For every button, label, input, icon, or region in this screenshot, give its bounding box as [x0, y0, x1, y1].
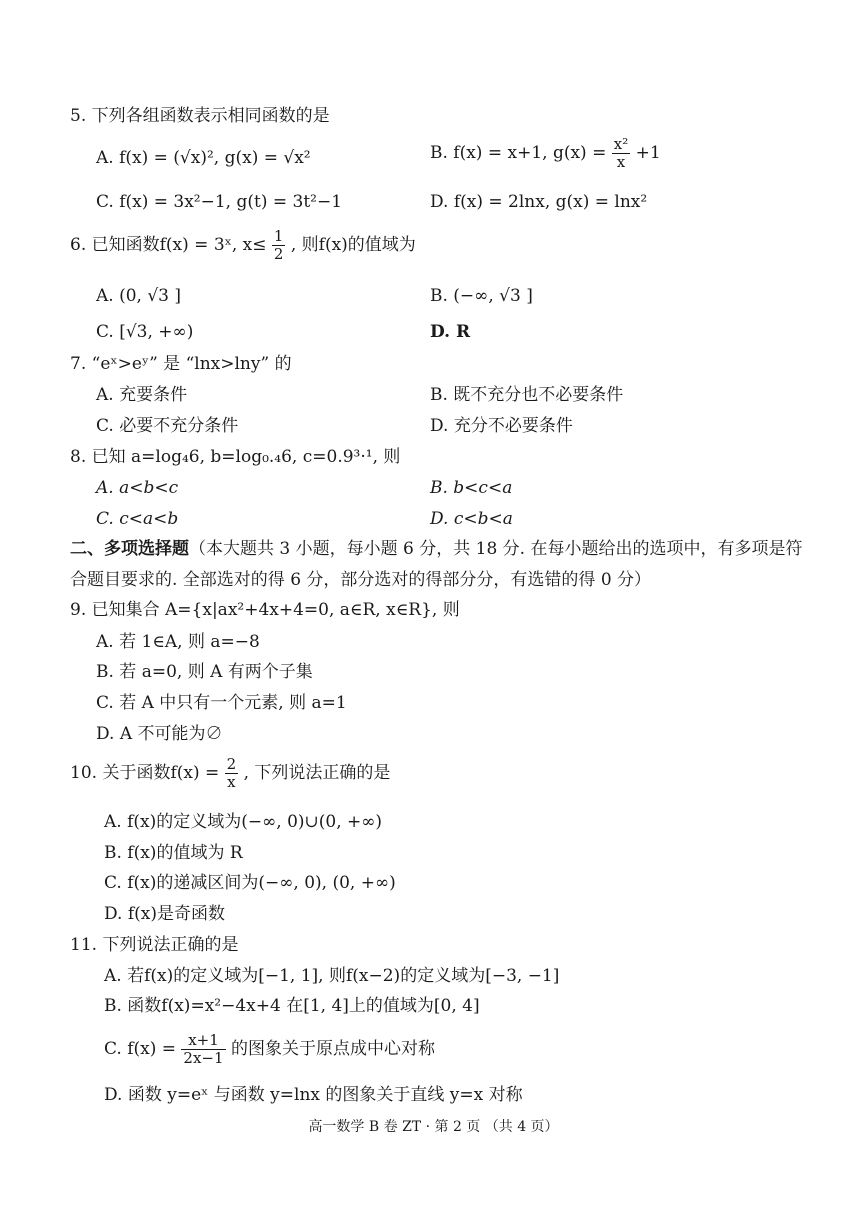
- q11-option-c-suffix: 的图象关于原点成中心对称: [230, 1039, 435, 1059]
- section-2-instructions: （本大题共 3 小题，每小题 6 分，共 18 分. 在每小题给出的选项中，有多项是符合题目要求的. 全部选对的得 6 分，部分选对的得部分分，有选错的得 0 分）: [70, 539, 803, 590]
- q10-stem-text: 10. 关于函数f(x) =: [70, 763, 220, 783]
- q11-option-a: A. 若f(x)的定义域为[−1, 1], 则f(x−2)的定义域为[−3, −1]: [104, 966, 560, 986]
- q6-option-a: A. (0, √3 ]: [96, 286, 182, 306]
- q11-option-b: B. 函数f(x)=x²−4x+4 在[1, 4]上的值域为[0, 4]: [104, 996, 480, 1016]
- q5-option-c: C. f(x) = 3x²−1, g(t) = 3t²−1: [96, 192, 343, 212]
- q8-option-c: C. c<a<b: [96, 509, 179, 529]
- q7-option-d: D. 充分不必要条件: [430, 416, 573, 436]
- q8-option-a: A. a<b<c: [96, 478, 179, 498]
- q9-option-b: B. 若 a=0, 则 A 有两个子集: [96, 662, 313, 682]
- q11-option-c-numerator: x+1: [181, 1032, 225, 1050]
- q5-option-b-suffix: +1: [635, 143, 661, 163]
- q10-option-d: D. f(x)是奇函数: [104, 904, 225, 924]
- q7-option-a: A. 充要条件: [96, 385, 188, 405]
- q9-option-c: C. 若 A 中只有一个元素, 则 a=1: [96, 693, 347, 713]
- q10-numerator: 2: [226, 755, 237, 773]
- q10-option-b: B. f(x)的值域为 R: [104, 843, 243, 863]
- q5-option-b-denominator: x: [616, 153, 626, 171]
- q5-option-d: D. f(x) = 2lnx, g(x) = lnx²: [430, 192, 648, 212]
- q6-option-c: C. [√3, +∞): [96, 322, 194, 342]
- q8-stem: 8. 已知 a=log₄6, b=log₀.₄6, c=0.9³·¹, 则: [70, 447, 401, 467]
- q10-denominator: x: [227, 773, 236, 791]
- q6-numerator: 1: [273, 227, 284, 245]
- q11-option-c-denominator: 2x−1: [183, 1049, 224, 1067]
- q10-option-c: C. f(x)的递减区间为(−∞, 0), (0, +∞): [104, 873, 396, 893]
- q8-option-b: B. b<c<a: [430, 478, 513, 498]
- page-footer: 高一数学 B 卷 ZT · 第 2 页 （共 4 页）: [308, 1119, 559, 1135]
- q5-option-a: A. f(x) = (√x)², g(x) = √x²: [96, 148, 311, 168]
- q5-option-b-numerator: x²: [613, 135, 629, 153]
- q7-option-c: C. 必要不充分条件: [96, 416, 239, 436]
- q9-stem: 9. 已知集合 A={x|ax²+4x+4=0, a∈R, x∈R}, 则: [70, 600, 460, 620]
- q5-stem: 5. 下列各组函数表示相同函数的是: [70, 106, 330, 126]
- q9-option-d: D. A 不可能为∅: [96, 724, 223, 744]
- q6-fraction: [272, 228, 286, 263]
- q11-stem: 11. 下列说法正确的是: [70, 935, 239, 955]
- q10-option-a: A. f(x)的定义域为(−∞, 0)∪(0, +∞): [104, 812, 383, 832]
- q5-option-b-fraction: [612, 136, 630, 171]
- q11-option-c-text: C. f(x) =: [104, 1039, 177, 1059]
- q11-option-c: [104, 1032, 435, 1067]
- q11-option-c-fraction: [181, 1032, 225, 1067]
- q6-denominator: 2: [273, 245, 284, 263]
- q11-option-d: D. 函数 y=eˣ 与函数 y=lnx 的图象关于直线 y=x 对称: [104, 1085, 523, 1105]
- q8-option-d: D. c<b<a: [430, 509, 513, 529]
- q9-option-a: A. 若 1∈A, 则 a=−8: [96, 632, 260, 652]
- q6-stem: [70, 228, 416, 263]
- q5-option-b-text: B. f(x) = x+1, g(x) =: [430, 143, 607, 163]
- q6-stem-suffix: , 则f(x)的值域为: [290, 235, 416, 255]
- section-2-title: 二、多项选择题: [70, 539, 189, 559]
- q7-stem: 7. “eˣ>eʸ” 是 “lnx>lny” 的: [70, 354, 292, 374]
- q6-option-d: D. R: [430, 322, 471, 342]
- q10-fraction: [225, 756, 239, 791]
- q10-stem: [70, 756, 390, 791]
- q5-option-b: [430, 136, 661, 171]
- q6-stem-text: 6. 已知函数f(x) = 3ˣ, x≤: [70, 235, 267, 255]
- section-2-header: [70, 534, 810, 596]
- q6-option-b: B. (−∞, √3 ]: [430, 286, 533, 306]
- q7-option-b: B. 既不充分也不必要条件: [430, 385, 624, 405]
- q10-stem-suffix: , 下列说法正确的是: [243, 763, 391, 783]
